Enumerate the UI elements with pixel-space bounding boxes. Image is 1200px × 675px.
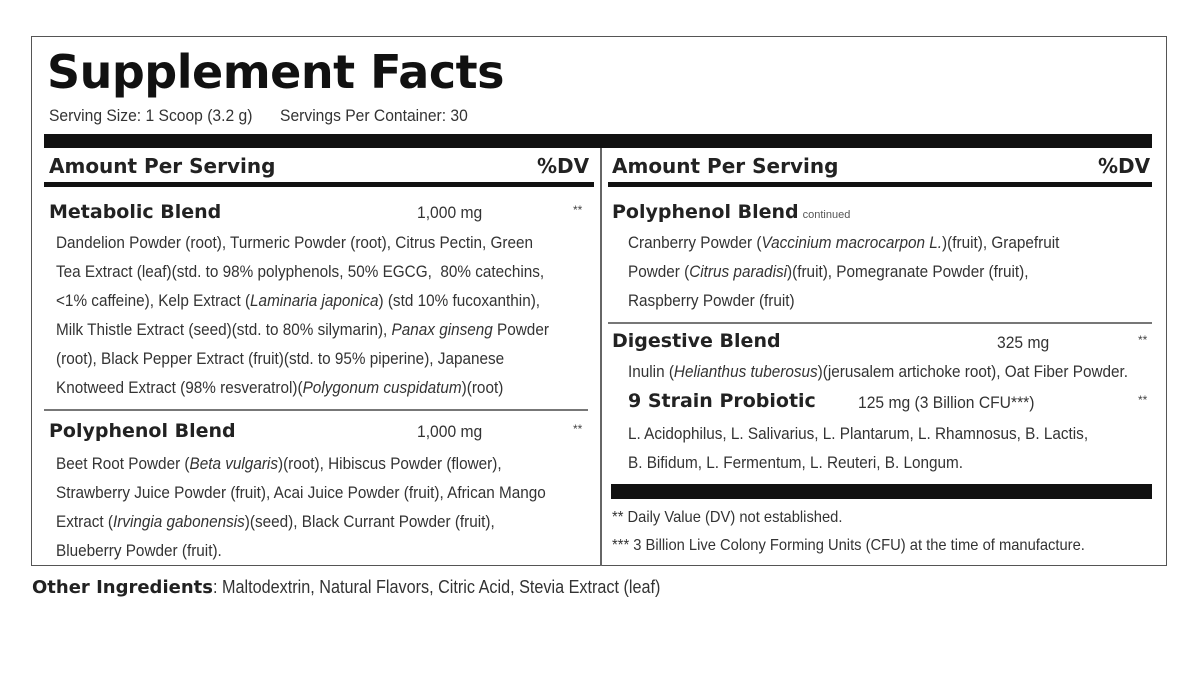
other-ingredients — [32, 577, 710, 598]
footnote-cfu: *** 3 Billion Live Colony Forming Units (CFU) at the time of manufacture. — [612, 537, 1085, 554]
left-dv-header: %DV — [537, 154, 590, 178]
ingredient-line: (root), Black Pepper Extract (fruit)(std. to 95% piperine), Japanese — [56, 349, 505, 368]
other-ingredients-label: Other Ingredients — [32, 577, 213, 598]
serving-size: Serving Size: 1 Scoop (3.2 g) — [49, 106, 253, 125]
left-section-divider — [44, 409, 588, 411]
other-ingredients-text: : Maltodextrin, Natural Flavors, Citric Acid, Stevia Extract (leaf) — [212, 577, 661, 597]
ingredient-line: Powder (Citrus paradisi)(fruit), Pomegranate Powder (fruit), — [628, 262, 1029, 281]
polyphenol-blend-ingredients — [56, 449, 546, 565]
metabolic-blend-name: Metabolic Blend — [49, 201, 222, 223]
digestive-blend-dv: ** — [1138, 333, 1148, 347]
probiotic-dv: ** — [1138, 393, 1148, 407]
ingredient-line: Knotweed Extract (98% resveratrol)(Polygonum cuspidatum)(root) — [56, 378, 504, 397]
polyphenol-continued-ingredients — [628, 228, 1059, 315]
probiotic-name: 9 Strain Probiotic — [628, 390, 816, 412]
ingredient-line: Dandelion Powder (root), Turmeric Powder (root), Citrus Pectin, Green — [56, 233, 534, 252]
right-amount-header: Amount Per Serving — [612, 154, 839, 178]
metabolic-blend-dv: ** — [573, 203, 583, 217]
ingredient-line: Extract (Irvingia gabonensis)(seed), Black Currant Powder (fruit), — [56, 512, 495, 531]
continued-note: continued — [802, 209, 851, 221]
polyphenol-blend-amount: 1,000 mg — [417, 422, 483, 441]
ingredient-line: Inulin (Helianthus tuberosus)(jerusalem artichoke root), Oat Fiber Powder. — [628, 362, 1129, 381]
ingredient-line: <1% caffeine), Kelp Extract (Laminaria japonica) (std 10% fucoxanthin), — [56, 291, 541, 310]
panel-title: Supplement Facts — [47, 45, 504, 99]
top-thick-rule — [44, 134, 1152, 148]
left-amount-header: Amount Per Serving — [49, 154, 276, 178]
ingredient-line: Strawberry Juice Powder (fruit), Acai Juice Powder (fruit), African Mango — [56, 483, 546, 502]
strain-line: B. Bifidum, L. Fermentum, L. Reuteri, B. Longum. — [628, 453, 964, 472]
polyphenol-blend-name: Polyphenol Blend — [49, 420, 236, 442]
ingredient-line: Beet Root Powder (Beta vulgaris)(root), Hibiscus Powder (flower), — [56, 454, 502, 473]
ingredient-line: Cranberry Powder (Vaccinium macrocarpon L.)(fruit), Grapefruit — [628, 233, 1060, 252]
right-header-rule — [608, 182, 1152, 187]
bottom-thick-rule — [611, 484, 1152, 499]
column-separator — [600, 148, 602, 566]
polyphenol-blend-dv: ** — [573, 422, 583, 436]
footnote-dv: ** Daily Value (DV) not established. — [612, 509, 843, 526]
right-section-divider — [608, 322, 1152, 324]
metabolic-blend-ingredients — [56, 228, 549, 402]
serving-info — [49, 106, 468, 126]
probiotic-strains — [628, 419, 1088, 477]
ingredient-line: Blueberry Powder (fruit). — [56, 541, 222, 560]
polyphenol-blend-continued-name — [612, 201, 850, 223]
left-header-rule — [44, 182, 594, 187]
ingredient-line: Milk Thistle Extract (seed)(std. to 80% silymarin), Panax ginseng Powder — [56, 320, 549, 339]
ingredient-line: Raspberry Powder (fruit) — [628, 291, 795, 310]
right-dv-header: %DV — [1098, 154, 1151, 178]
ingredient-line: Tea Extract (leaf)(std. to 98% polyphenols, 50% EGCG, 80% catechins, — [56, 262, 545, 281]
digestive-blend-ingredients — [628, 357, 1128, 386]
metabolic-blend-amount: 1,000 mg — [417, 203, 483, 222]
probiotic-amount: 125 mg (3 Billion CFU***) — [858, 393, 1035, 412]
polyphenol-continued-title: Polyphenol Blend — [612, 201, 799, 223]
digestive-blend-amount: 325 mg — [997, 333, 1050, 352]
servings-per-container: Servings Per Container: 30 — [280, 106, 468, 125]
digestive-blend-name: Digestive Blend — [612, 330, 781, 352]
strain-line: L. Acidophilus, L. Salivarius, L. Plantarum, L. Rhamnosus, B. Lactis, — [628, 424, 1089, 443]
